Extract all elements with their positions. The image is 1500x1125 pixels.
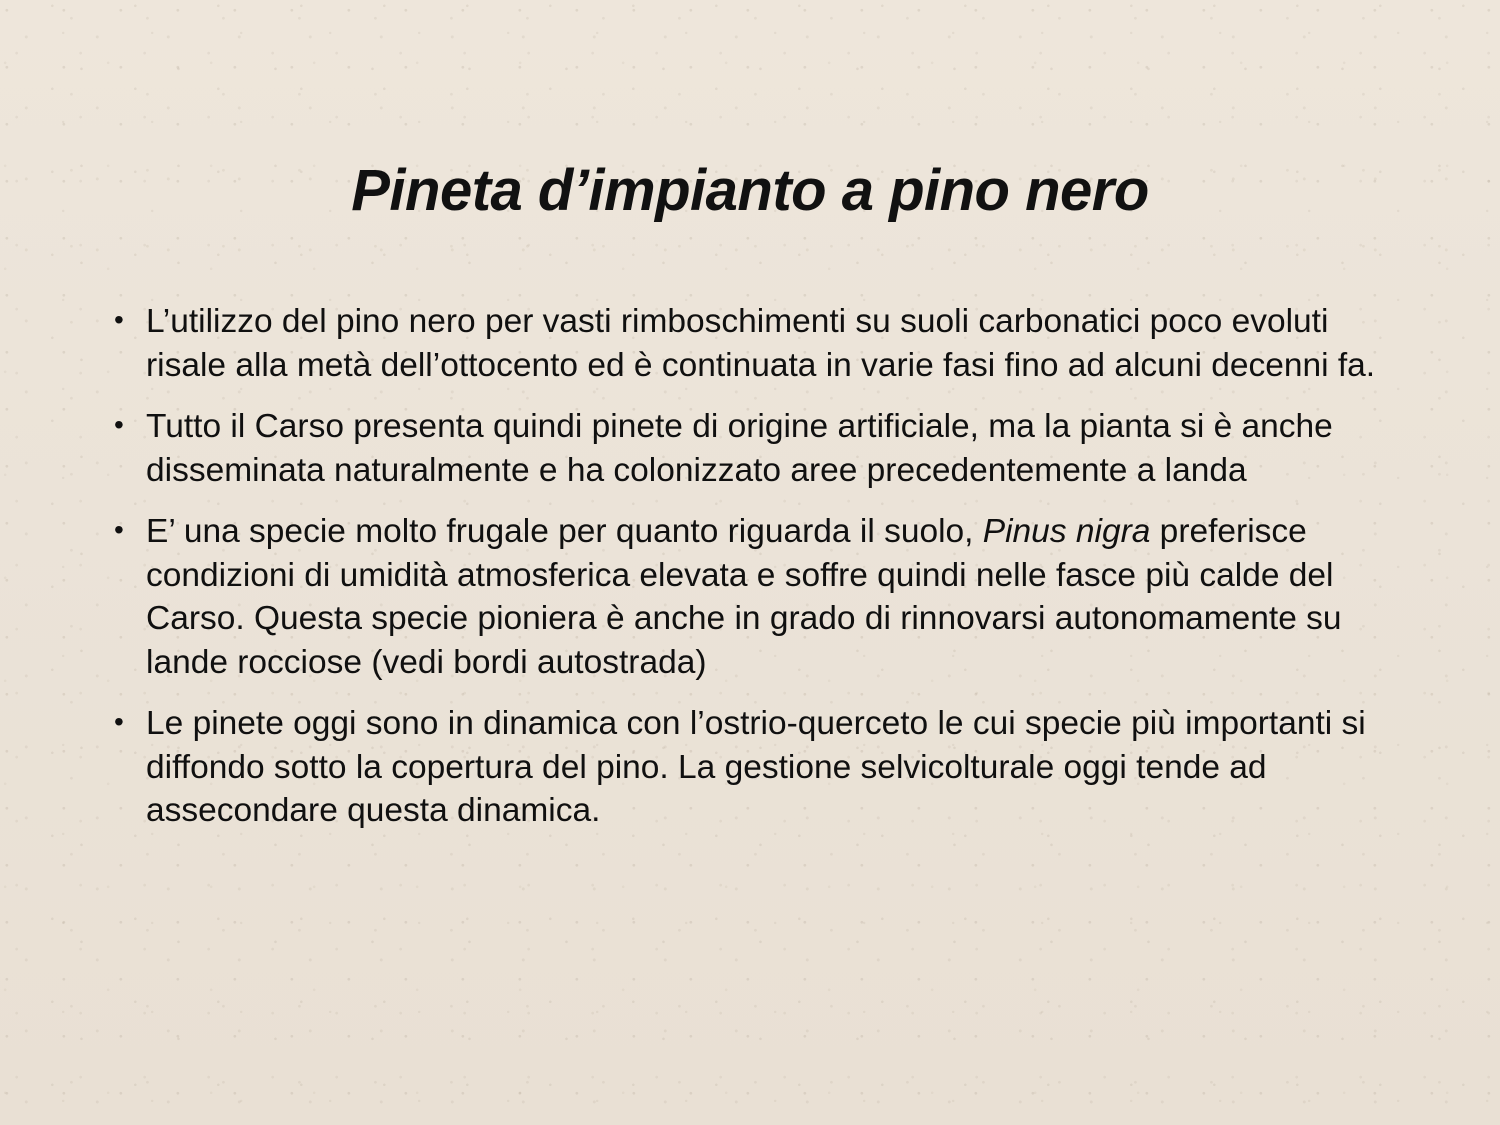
page-title: Pineta d’impianto a pino nero xyxy=(351,157,1149,223)
list-item-text: L’utilizzo del pino nero per vasti rimboschimenti su suoli carbonatici poco evoluti risale alla metà dell’ottocento ed è continuata in varie fasi fino ad alcuni decenni fa. xyxy=(146,303,1376,384)
bullet-icon: • xyxy=(114,706,124,738)
bullet-icon: • xyxy=(114,514,124,546)
bullet-list xyxy=(108,300,1392,833)
list-item-text: Tutto il Carso presenta quindi pinete di origine artificiale, ma la pianta si è anche disseminata naturalmente e ha colonizzato aree precedentemente a landa xyxy=(146,408,1333,489)
bullet-icon: • xyxy=(114,409,124,441)
list-item xyxy=(108,510,1392,684)
list-item-text: Le pinete oggi sono in dinamica con l’ostrio-querceto le cui specie più importanti si diffondo sotto la copertura del pino. La gestione selvicolturale oggi tende ad assecondare questa dinamica. xyxy=(146,705,1366,830)
list-item xyxy=(108,300,1392,387)
bullet-icon: • xyxy=(114,304,124,335)
list-item-text: E’ una specie molto frugale per quanto riguarda il suolo, Pinus nigra preferisce condizioni di umidità atmosferica elevata e soffre quindi nelle fasce più calde del Carso. Questa specie pioniera è anche in grado di rinnovarsi autonomamente su lande rocciose (vedi bordi autostrada) xyxy=(146,513,1342,681)
list-item xyxy=(108,702,1392,833)
list-item xyxy=(108,405,1392,492)
